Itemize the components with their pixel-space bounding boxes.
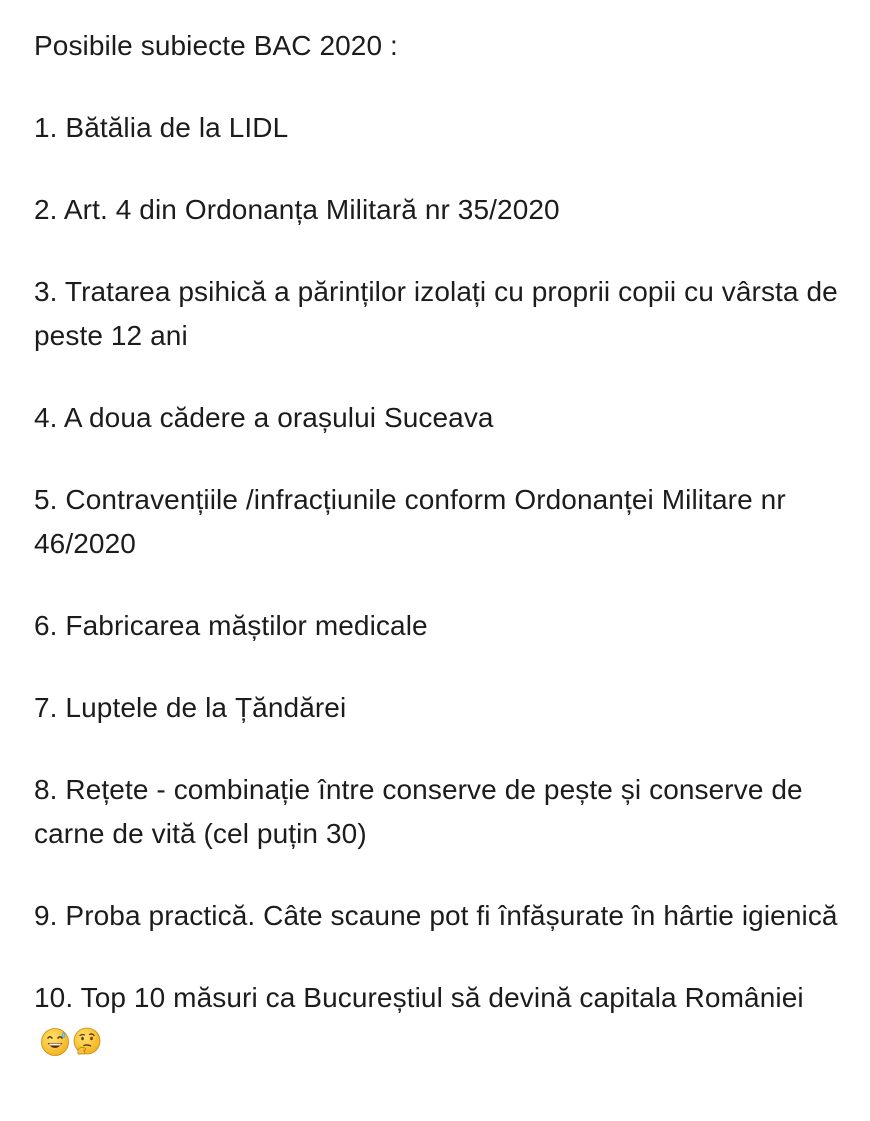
list-item-10 [34,976,854,1070]
list-item-7: 7. Luptele de la Țăndărei [34,692,347,723]
list-item-10-text: 10. Top 10 măsuri ca Bucureștiul să devină capitala României [34,982,804,1013]
list-item-5: 5. Contravențiile /infracțiunile conform Ordonanței Militare nr 46/2020 [34,484,786,559]
grinning-sweat-face-icon [40,1027,70,1057]
post-body [34,24,854,1070]
thinking-face-icon [72,1027,102,1057]
emoji-group [40,1026,104,1070]
list-item-6: 6. Fabricarea măștilor medicale [34,610,428,641]
list-item-1: 1. Bătălia de la LIDL [34,112,289,143]
post-title: Posibile subiecte BAC 2020 : [34,30,398,61]
list-item-9: 9. Proba practică. Câte scaune pot fi înfășurate în hârtie igienică [34,900,838,931]
list-item-3: 3. Tratarea psihică a părinților izolați cu proprii copii cu vârsta de peste 12 ani [34,276,838,351]
list-item-2: 2. Art. 4 din Ordonanța Militară nr 35/2020 [34,194,560,225]
list-item-8: 8. Rețete - combinație între conserve de pește și conserve de carne de vită (cel puțin 30) [34,774,803,849]
list-item-4: 4. A doua cădere a orașului Suceava [34,402,494,433]
